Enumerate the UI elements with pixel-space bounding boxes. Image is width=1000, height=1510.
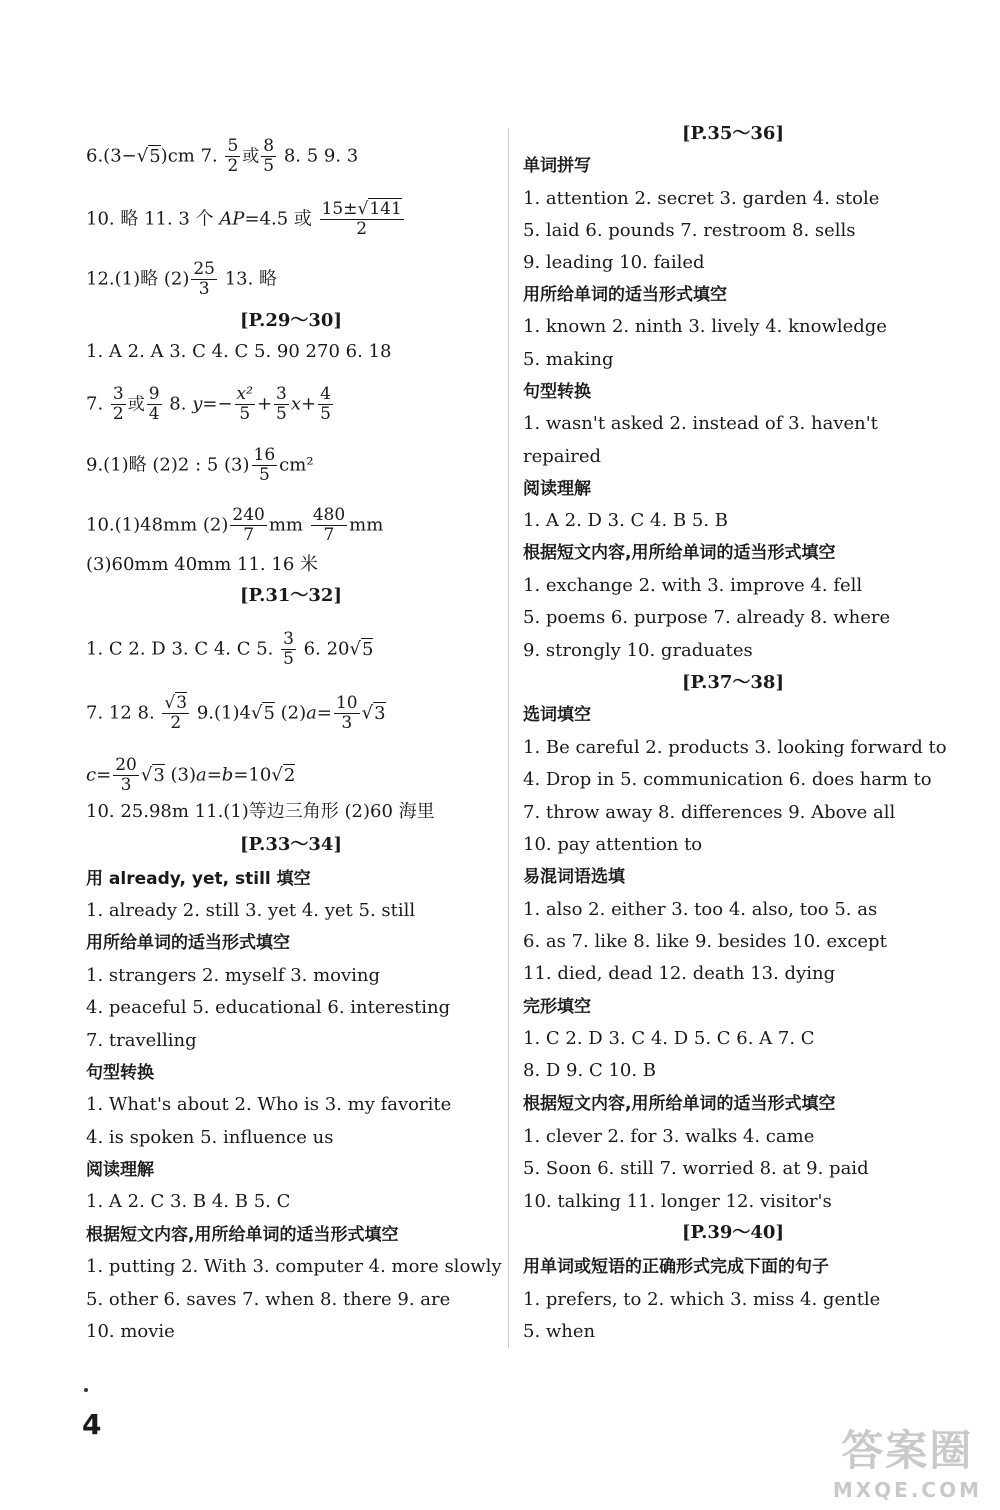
answer-line: 5. poems 6. purpose 7. already 8. where — [523, 607, 891, 628]
answer-line: 6.(3−√5)cm 7. $\frac{5}{2}$ 或 $\frac{8}{5}$ 8. 5 9. 3 — [86, 136, 359, 176]
answer-line: 1. wasn't asked 2. instead of 3. haven't — [523, 413, 878, 434]
section-title: 阅读理解 — [523, 479, 591, 499]
answer-line: 1. A 2. D 3. C 4. B 5. B — [523, 510, 729, 531]
section-title: 完形填空 — [523, 997, 591, 1017]
answer-line: 1. strangers 2. myself 3. moving — [86, 965, 381, 986]
section-title: 单词拼写 — [523, 156, 591, 176]
answer-line: 7. travelling — [86, 1030, 197, 1051]
answer-line: 5. making — [523, 349, 614, 370]
answer-line: 1. C 2. D 3. C 4. D 5. C 6. A 7. C — [523, 1028, 815, 1049]
watermark — [833, 1418, 982, 1502]
answer-line: 1. Be careful 2. products 3. looking forward to — [523, 737, 947, 758]
section-title: 选词填空 — [523, 705, 591, 725]
answer-line: 1. putting 2. With 3. computer 4. more slowly — [86, 1256, 502, 1277]
answer-line: 9. leading 10. failed — [523, 252, 705, 273]
answer-line: 1. also 2. either 3. too 4. also, too 5. as — [523, 899, 878, 920]
answer-line: 1. C 2. D 3. C 4. C 5. $\frac{3}{5}$ 6. 20√5 — [86, 629, 374, 669]
answer-line: 10. talking 11. longer 12. visitor's — [523, 1191, 832, 1212]
answer-line: 9. strongly 10. graduates — [523, 640, 753, 661]
answer-line: 1. prefers, to 2. which 3. miss 4. gentle — [523, 1289, 881, 1310]
answer-line: 7. throw away 8. differences 9. Above all — [523, 802, 896, 823]
section-title: 用所给单词的适当形式填空 — [86, 933, 290, 953]
section-title: 用所给单词的适当形式填空 — [523, 285, 727, 305]
answer-line: 6. as 7. like 8. like 9. besides 10. except — [523, 931, 887, 952]
section-title: 易混词语选填 — [523, 867, 625, 887]
section-title: 阅读理解 — [86, 1160, 154, 1180]
section-title: 用单词或短语的正确形式完成下面的句子 — [523, 1257, 829, 1277]
page-range-header: [P.29～30] — [240, 310, 342, 331]
answer-line: 1. What's about 2. Who is 3. my favorite — [86, 1094, 452, 1115]
answer-line: c= $\frac{20}{3}$ √3 (3)a=b=10√2 — [86, 755, 296, 795]
answer-line: 12.(1)略 (2) $\frac{25}{3}$ 13. 略 — [86, 259, 278, 299]
answer-line: 5. laid 6. pounds 7. restroom 8. sells — [523, 220, 856, 241]
decorative-dot — [84, 1388, 88, 1392]
answer-line: 1. exchange 2. with 3. improve 4. fell — [523, 575, 863, 596]
answer-line: 7. 12 8. $\frac{√3}{2}$ 9.(1)4√5 (2)a= $\frac{10}{3}$ √3 — [86, 693, 386, 733]
page-range-header: [P.31～32] — [240, 585, 342, 606]
answer-line: 1. attention 2. secret 3. garden 4. stole — [523, 188, 880, 209]
answer-line: 1. clever 2. for 3. walks 4. came — [523, 1126, 815, 1147]
answer-line: (3)60mm 40mm 11. 16 米 — [86, 554, 318, 575]
answer-line: 10. 略 11. 3 个 AP=4.5 或 $\frac{15\pm√141}{2}$ — [86, 199, 402, 239]
answer-line: 4. peaceful 5. educational 6. interesting — [86, 997, 451, 1018]
page-range-header: [P.35～36] — [682, 123, 784, 144]
section-title: 用 already, yet, still 填空 — [86, 869, 311, 889]
answer-line: 1. A 2. C 3. B 4. B 5. C — [86, 1191, 291, 1212]
answer-line: 5. other 6. saves 7. when 8. there 9. are — [86, 1289, 451, 1310]
page-range-header: [P.37～38] — [682, 672, 784, 693]
section-title: 句型转换 — [86, 1063, 154, 1083]
section-title: 句型转换 — [523, 382, 591, 402]
answer-line: 5. when — [523, 1321, 596, 1342]
answer-line: 1. known 2. ninth 3. lively 4. knowledge — [523, 316, 887, 337]
page-range-header: [P.39～40] — [682, 1222, 784, 1243]
answer-line: 10.(1)48mm (2) $\frac{240}{7}$ mm $\frac{480}{7}$ mm — [86, 505, 384, 545]
watermark-logo-text: 答案圈 — [841, 1426, 974, 1475]
answer-line: 4. Drop in 5. communication 6. does harm to — [523, 769, 932, 790]
answer-line: 9.(1)略 (2)2 : 5 (3) $\frac{16}{5}$ cm² — [86, 445, 314, 485]
column-divider — [508, 128, 509, 1348]
answer-line: 1. already 2. still 3. yet 4. yet 5. still — [86, 900, 416, 921]
answer-line: repaired — [523, 446, 602, 467]
answer-line: 10. pay attention to — [523, 834, 703, 855]
answer-line: 4. is spoken 5. influence us — [86, 1127, 334, 1148]
answer-line: 10. movie — [86, 1321, 175, 1342]
page-number: 4 — [82, 1408, 102, 1441]
answer-line: 1. A 2. A 3. C 4. C 5. 90 270 6. 18 — [86, 341, 392, 362]
answer-line: 8. D 9. C 10. B — [523, 1060, 657, 1081]
watermark-url: MXQE.COM — [832, 1478, 982, 1502]
answer-line: 11. died, dead 12. death 13. dying — [523, 963, 836, 984]
section-title: 根据短文内容,用所给单词的适当形式填空 — [523, 543, 836, 563]
section-title: 根据短文内容,用所给单词的适当形式填空 — [86, 1225, 399, 1245]
answer-line: 10. 25.98m 11.(1)等边三角形 (2)60 海里 — [86, 801, 435, 822]
page-range-header: [P.33～34] — [240, 834, 342, 855]
answer-line: 7. $\frac{3}{2}$ 或 $\frac{9}{4}$ 8. y=− $\frac{\text{x²}}{5}$ + $\frac{3}{5}$ x+ $\frac{4}{5}$ — [86, 384, 331, 424]
answer-line: 5. Soon 6. still 7. worried 8. at 9. paid — [523, 1158, 869, 1179]
section-title: 根据短文内容,用所给单词的适当形式填空 — [523, 1094, 836, 1114]
